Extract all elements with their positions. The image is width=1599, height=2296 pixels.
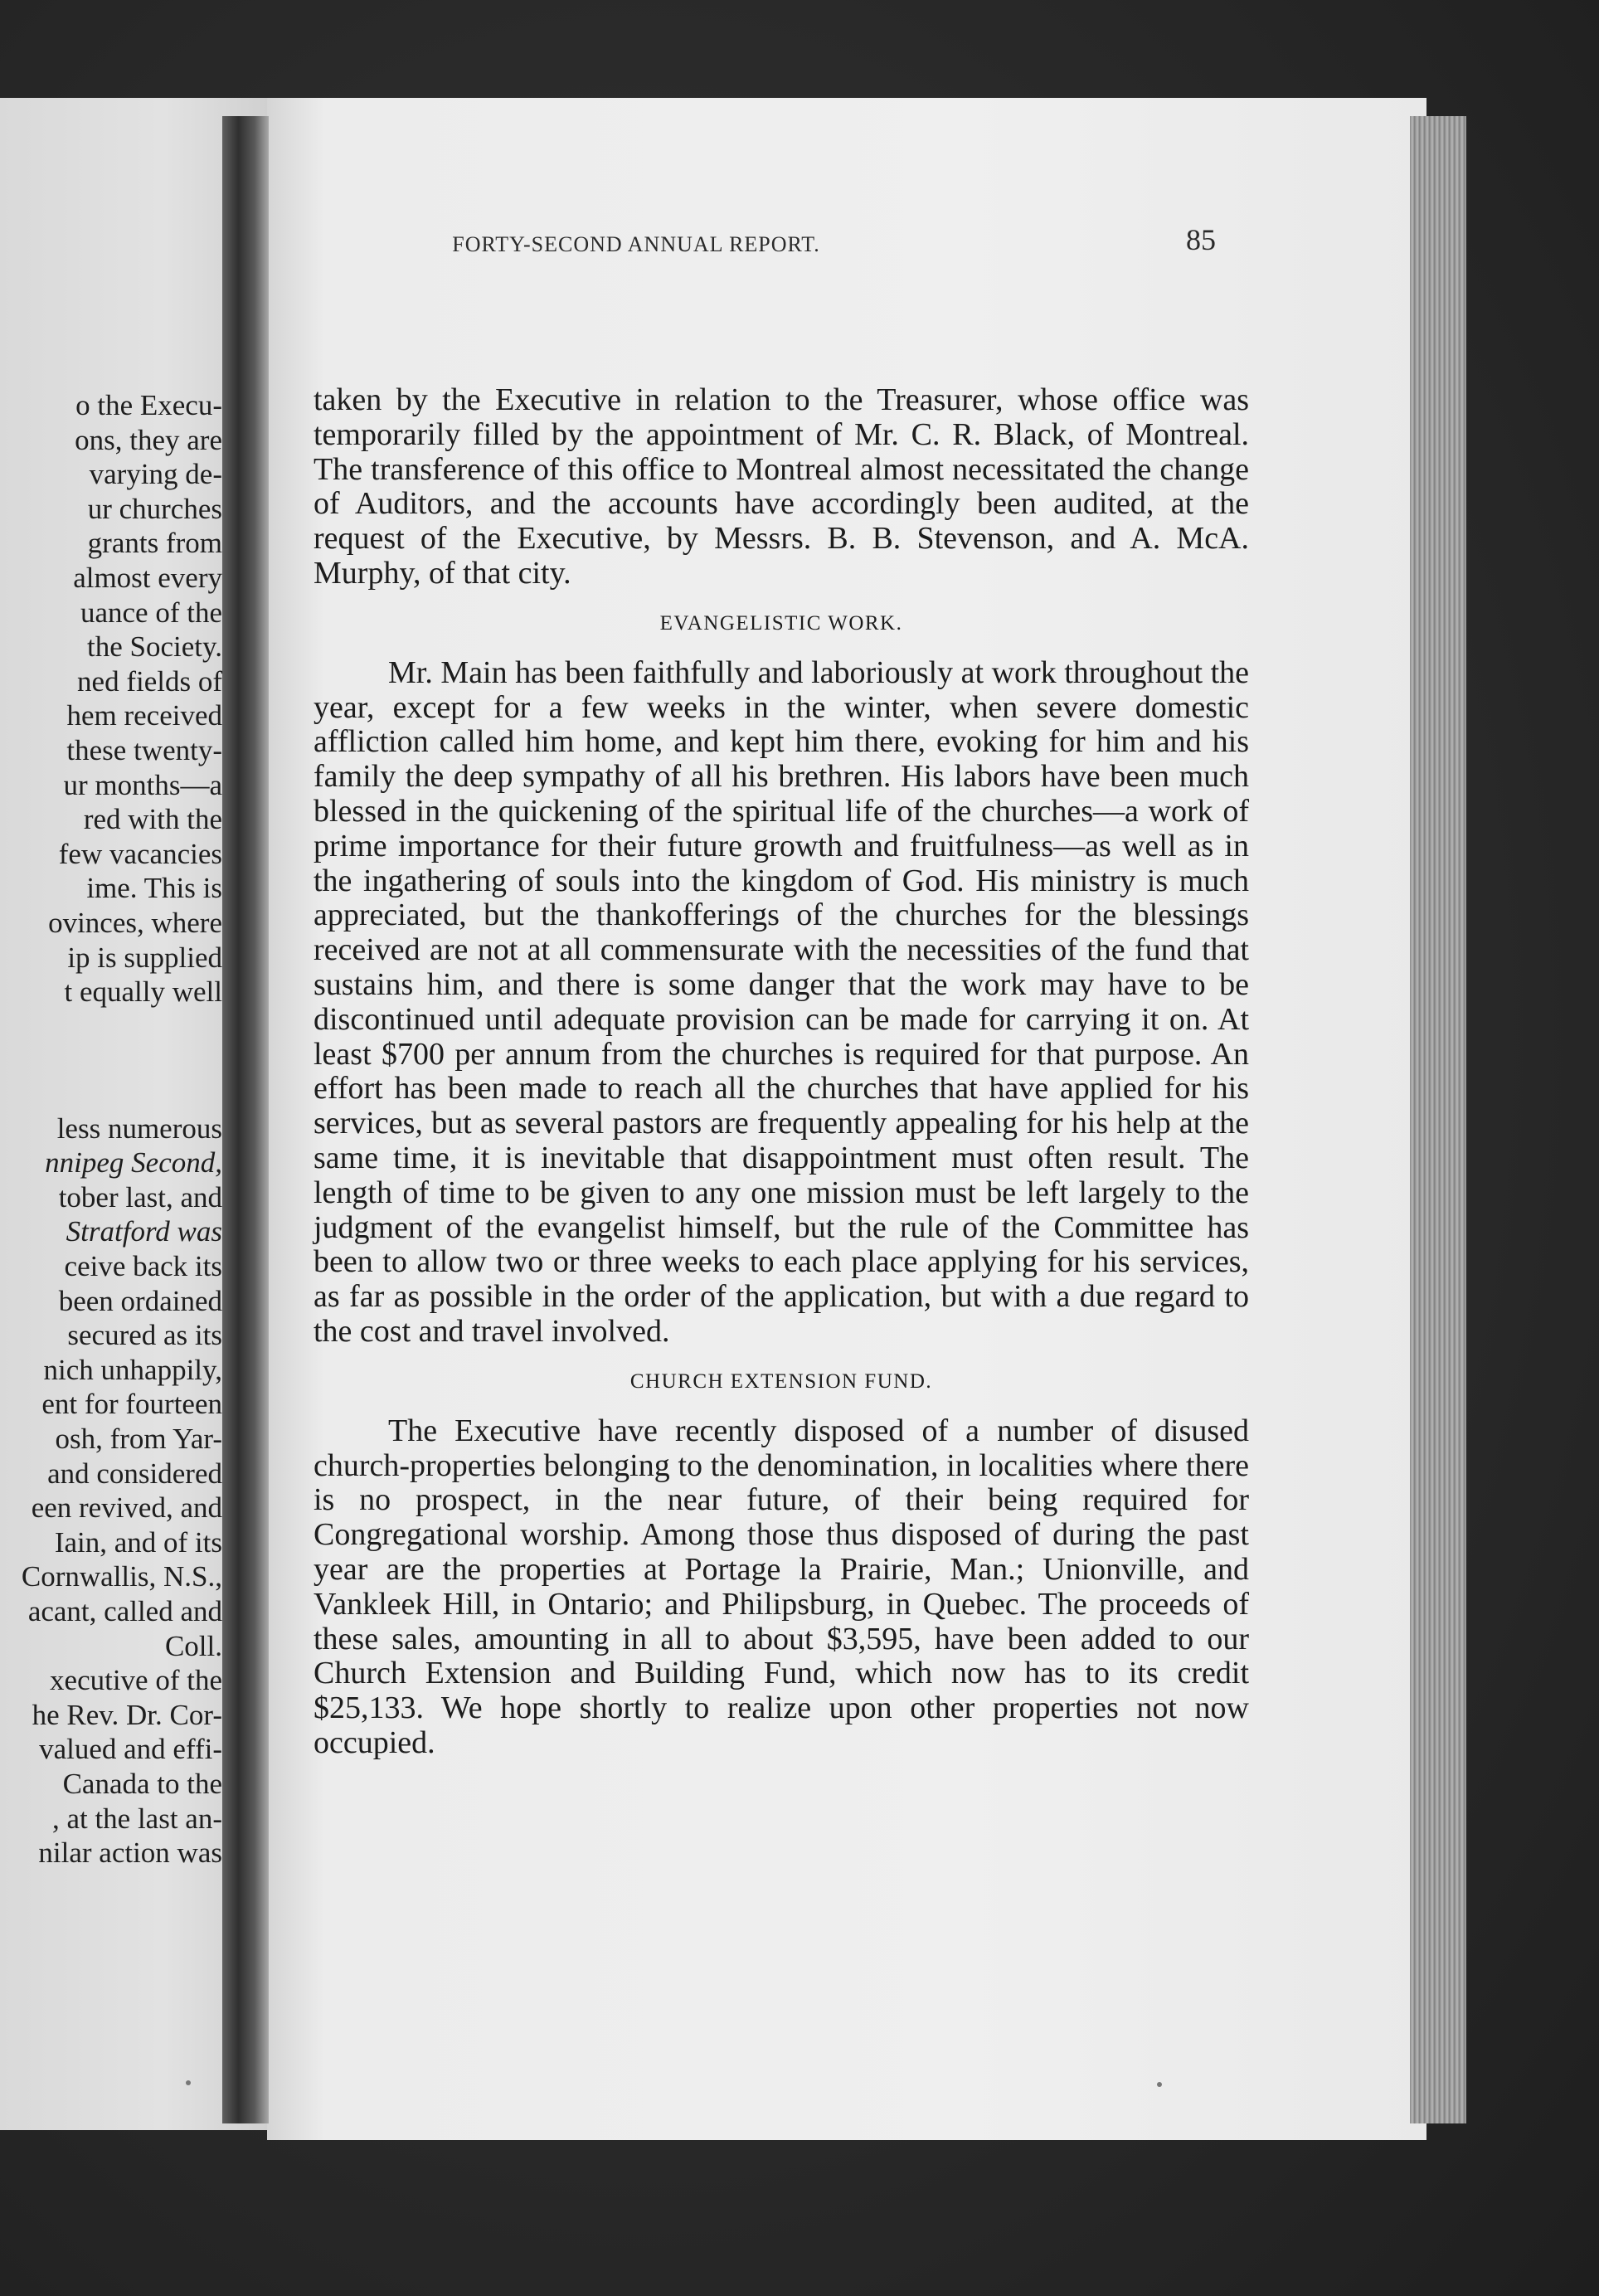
left-line: he Rev. Dr. Cor- bbox=[32, 1698, 222, 1731]
left-line: een revived, and bbox=[31, 1491, 222, 1525]
left-line: few vacancies bbox=[58, 837, 222, 870]
paragraph: taken by the Executive in relation to the Treasurer, whose office was temporarily filled by the appointment of Mr. C. R. Black, of Montreal. The transference of this office to Montreal almost necessitated the change of Auditors, and the accounts have accordingly been audited, at the request of the Executive, by Messrs. B. B. Stevenson, and A. McA. Murphy, of that city. bbox=[313, 382, 1249, 591]
left-line: and considered bbox=[47, 1457, 222, 1490]
running-header: FORTY-SECOND ANNUAL REPORT. bbox=[452, 232, 820, 256]
left-line: nilar action was bbox=[38, 1836, 222, 1870]
left-line: ons, they are bbox=[75, 423, 222, 456]
page-edge bbox=[1410, 116, 1466, 2123]
left-line: o the Execu- bbox=[75, 389, 222, 421]
left-line: less numerous bbox=[56, 1112, 222, 1145]
left-line: , at the last an- bbox=[51, 1802, 222, 1835]
left-line: ime. This is bbox=[86, 872, 222, 905]
left-line: ip is supplied bbox=[67, 941, 222, 974]
paragraph: The Executive have recently disposed of a number of disused church-properties belonging to the denomination, in localities where there is no prospect, in the near future, of their being required for Congregational worship. Among those thus disposed of during the past year are the properties at Portage la Prairie, Man.; Unionville, and Vankleek Hill, in Ontario; and Philipsburg, in Quebec. The proceeds of these sales, amounting in all to about $3,595, have been added to our Church Extension and Building Fund, which now has to its credit $25,133. We hope shortly to realize upon other properties not now occupied. bbox=[313, 1413, 1249, 1760]
left-line: grants from bbox=[87, 527, 222, 560]
left-line: hem received bbox=[66, 699, 222, 732]
left-line: Stratford was bbox=[66, 1215, 222, 1248]
section-heading-church-extension: CHURCH EXTENSION FUND. bbox=[629, 1369, 933, 1393]
left-line: ent for fourteen bbox=[41, 1388, 222, 1421]
left-line: almost every bbox=[73, 561, 222, 594]
left-line: nnipeg Second, bbox=[45, 1146, 222, 1180]
left-line: been ordained bbox=[58, 1284, 222, 1317]
paragraph: Mr. Main has been faithfully and laboriously at work throughout the year, except for a few weeks in the winter, when severe domestic affliction called him home, and kept him there, evoking for him and his family the deep sympathy of all his brethren. His labors have been much blessed in the quickening of the spiritual life of the churches—a work of prime importance for their future growth and fruitfulness—as well as in the ingathering of souls into the kingdom of God. His ministry is much appreciated, but the thankofferings of the churches for the blessings received are not at all commensurate with the necessities of the fund that sustains him, and there is some danger that the work may have to be discontinued until adequate provision can be made for carrying it on. At least $700 per annum from the churches is required for that purpose. An effort has been made to reach all the churches that have applied for his services, but as several pastors are frequently appealing for his help at the same time, it is inevitable that disappointment must often result. The length of time to be given to any one mission must be left largely to the judgment of the evangelist himself, but the rule of the Committee has been to allow two or three weeks to each place applying for his services, as far as possible in the order of the application, but with a due regard to the cost and travel involved. bbox=[313, 654, 1249, 1349]
left-line: the Society. bbox=[87, 630, 222, 664]
left-paragraph-gap bbox=[0, 1009, 222, 1112]
left-line: these twenty- bbox=[66, 733, 222, 766]
left-line: ur churches bbox=[87, 492, 222, 525]
left-line: nich unhappily, bbox=[43, 1353, 222, 1386]
section-heading-evangelistic: EVANGELISTIC WORK. bbox=[659, 611, 903, 635]
left-line: varying de- bbox=[89, 458, 222, 491]
left-line: ovinces, where bbox=[48, 906, 222, 939]
left-line: Cornwallis, N.S., bbox=[21, 1560, 222, 1593]
left-line: tober last, and bbox=[58, 1180, 222, 1214]
left-line: valued and effi- bbox=[39, 1733, 222, 1766]
left-line: xecutive of the bbox=[50, 1664, 222, 1697]
left-line: osh, from Yar- bbox=[55, 1423, 222, 1456]
left-line: Coll. bbox=[164, 1629, 222, 1662]
left-line: Canada to the bbox=[62, 1767, 222, 1800]
left-line: secured as its bbox=[67, 1319, 222, 1352]
left-line: Iain, and of its bbox=[54, 1525, 222, 1559]
left-page-text bbox=[0, 388, 222, 1870]
left-line: ur months—a bbox=[63, 768, 222, 801]
page-number: 85 bbox=[1186, 223, 1216, 256]
left-line: t equally well bbox=[64, 975, 222, 1009]
left-line: acant, called and bbox=[27, 1595, 222, 1627]
print-speck bbox=[1157, 2082, 1162, 2087]
left-line: ceive back its bbox=[64, 1250, 222, 1283]
print-speck bbox=[186, 2080, 191, 2085]
left-line: uance of the bbox=[80, 596, 222, 629]
page-body bbox=[313, 383, 1249, 1761]
book-gutter bbox=[222, 116, 269, 2123]
left-line: ned fields of bbox=[77, 664, 222, 698]
left-line: red with the bbox=[83, 803, 222, 836]
